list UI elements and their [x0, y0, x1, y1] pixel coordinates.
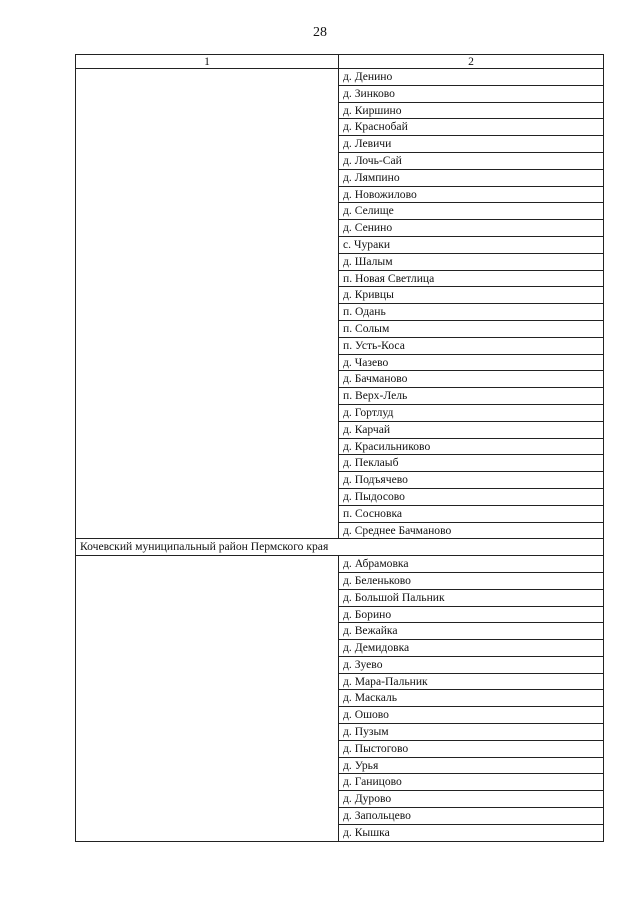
settlement-name: д. Ганицово [339, 774, 604, 791]
settlement-name: п. Одань [339, 304, 604, 321]
settlement-name: д. Пеклаыб [339, 455, 604, 472]
settlement-name: д. Подъячево [339, 472, 604, 489]
settlement-name: д. Пыдосово [339, 488, 604, 505]
settlement-name: д. Гортлуд [339, 404, 604, 421]
settlement-name: д. Краснобай [339, 119, 604, 136]
settlement-name: д. Демидовка [339, 640, 604, 657]
settlement-name: д. Беленьково [339, 572, 604, 589]
settlement-name: д. Лочь-Сай [339, 152, 604, 169]
settlement-name: д. Урья [339, 757, 604, 774]
page-number: 28 [313, 25, 327, 40]
settlement-name: д. Денино [339, 69, 604, 86]
settlement-name: д. Шалым [339, 253, 604, 270]
settlement-name: д. Красильниково [339, 438, 604, 455]
settlement-name: д. Вежайка [339, 623, 604, 640]
settlement-name: д. Кышка [339, 824, 604, 841]
settlement-name: д. Кривцы [339, 287, 604, 304]
settlement-name: д. Маскаль [339, 690, 604, 707]
settlement-name: д. Мара-Пальник [339, 673, 604, 690]
settlement-name: п. Солым [339, 320, 604, 337]
settlement-name: д. Запольцево [339, 808, 604, 825]
table-row [76, 69, 604, 86]
settlements-table [75, 54, 604, 842]
settlement-name: д. Киршино [339, 102, 604, 119]
settlement-name: д. Пузым [339, 724, 604, 741]
settlement-name: д. Новожилово [339, 186, 604, 203]
settlement-name: п. Новая Светлица [339, 270, 604, 287]
settlement-name: д. Бачманово [339, 371, 604, 388]
settlement-name: д. Дурово [339, 791, 604, 808]
settlement-name: д. Селище [339, 203, 604, 220]
settlement-name: д. Пыстогово [339, 740, 604, 757]
column-header-1: 1 [76, 55, 339, 69]
settlement-name: д. Левичи [339, 136, 604, 153]
column-header-2: 2 [339, 55, 604, 69]
settlement-name: д. Ошово [339, 707, 604, 724]
settlement-name: д. Чазево [339, 354, 604, 371]
settlement-name: п. Усть-Коса [339, 337, 604, 354]
settlement-name: д. Абрамовка [339, 556, 604, 573]
settlement-name: д. Зуево [339, 656, 604, 673]
district-empty-cell [76, 69, 339, 539]
settlement-name: с. Чураки [339, 236, 604, 253]
settlement-name: п. Верх-Лель [339, 388, 604, 405]
settlement-name: д. Лямпино [339, 169, 604, 186]
group2-body [76, 539, 604, 841]
settlement-name: д. Зинково [339, 85, 604, 102]
district-empty-cell [76, 556, 339, 842]
table-row [76, 556, 604, 573]
settlement-name: п. Сосновка [339, 505, 604, 522]
settlement-name: д. Карчай [339, 421, 604, 438]
district-name: Кочевский муниципальный район Пермского края [76, 539, 604, 556]
table-header-row [76, 55, 604, 69]
settlement-name: д. Сенино [339, 220, 604, 237]
group1-body [76, 69, 604, 539]
settlement-name: д. Большой Пальник [339, 589, 604, 606]
settlement-name: д. Среднее Бачманово [339, 522, 604, 539]
settlement-name: д. Борино [339, 606, 604, 623]
district-row [76, 539, 604, 556]
